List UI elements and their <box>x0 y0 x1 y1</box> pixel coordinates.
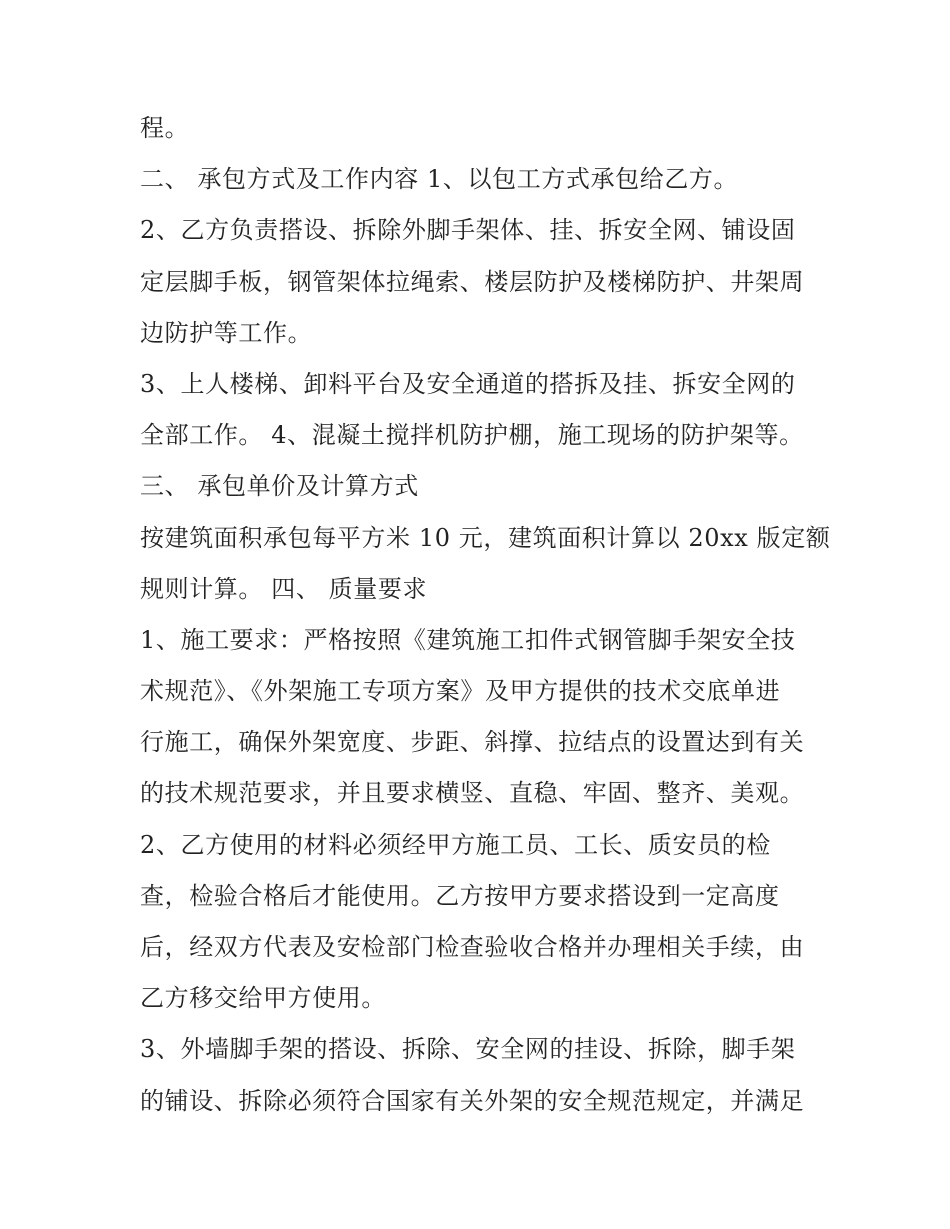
text-line: 全部工作。 4、混凝土搅拌机防护棚，施工现场的防护架等。 <box>140 421 804 450</box>
section-heading: 二、 承包方式及工作内容 1、以包工方式承包给乙方。 <box>140 165 739 194</box>
section-heading: 三、 承包单价及计算方式 <box>140 472 419 501</box>
text-line: 的技术规范要求，并且要求横竖、直稳、牢固、整齐、美观。 <box>140 779 805 808</box>
text-line: 3、外墙脚手架的搭设、拆除、安全网的挂设、拆除，脚手架 <box>140 1035 796 1064</box>
text-line: 2、乙方使用的材料必须经甲方施工员、工长、质安员的检 <box>140 830 771 859</box>
text-line: 规则计算。 四、 质量要求 <box>140 574 428 603</box>
text-line: 1、施工要求：严格按照《建筑施工扣件式钢管脚手架安全技 <box>140 625 796 654</box>
text-line: 的铺设、拆除必须符合国家有关外架的安全规范规定，并满足 <box>140 1086 805 1115</box>
text-line: 程。 <box>140 114 190 142</box>
text-line: 定层脚手板，钢管架体拉绳索、楼层防护及楼梯防护、井架周 <box>140 267 805 296</box>
text-line: 按建筑面积承包每平方米 10 元，建筑面积计算以 20xx 版定额 <box>140 523 831 552</box>
text-line: 行施工，确保外架宽度、步距、斜撑、拉结点的设置达到有关 <box>140 728 805 757</box>
text-line: 乙方移交给甲方使用。 <box>140 984 386 1013</box>
text-line: 边防护等工作。 <box>140 318 313 347</box>
text-line: 3、上人楼梯、卸料平台及安全通道的搭拆及挂、拆安全网的 <box>140 369 796 398</box>
text-line: 2、乙方负责搭设、拆除外脚手架体、挂、拆安全网、铺设固 <box>140 216 796 245</box>
document-body <box>140 103 830 1127</box>
text-line: 术规范》、《外架施工专项方案》及甲方提供的技术交底单进 <box>140 677 781 706</box>
text-line: 查，检验合格后才能使用。乙方按甲方要求搭设到一定高度 <box>140 881 780 910</box>
text-line: 后，经双方代表及安检部门检查验收合格并办理相关手续，由 <box>140 933 805 961</box>
